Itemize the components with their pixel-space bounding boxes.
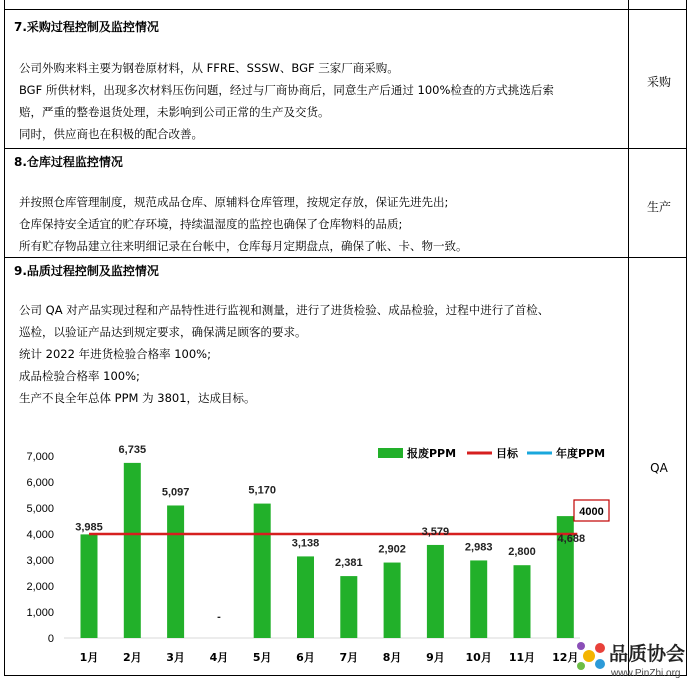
responsible-quality: QA: [650, 461, 668, 475]
data-label: 3,579: [421, 525, 450, 538]
paragraph-line: 所有贮存物品建立往来明细记录在台帐中，仓库每月定期盘点，确保了帐、卡、物一致。: [19, 239, 468, 253]
legend-label: 报废PPM: [407, 447, 457, 460]
watermark-logo: [573, 636, 691, 682]
data-label: 6,735: [118, 443, 147, 456]
paragraph-line: 并按照仓库管理制度，规范成品仓库、原辅料仓库管理，按规定存放，保证先进先出;: [19, 195, 449, 209]
section-title-procurement: 7.采购过程控制及监控情况: [14, 20, 159, 34]
x-tick-label: 2月: [122, 651, 142, 664]
x-tick-label: 10月: [465, 651, 492, 664]
x-tick-label: 3月: [166, 651, 185, 664]
x-tick-label: 8月: [382, 651, 402, 664]
legend-label: 目标: [496, 447, 518, 460]
data-label: 5,097: [161, 486, 190, 499]
watermark-brand: 品质协会: [609, 643, 686, 665]
y-tick-label: 5,000: [26, 503, 54, 515]
x-tick-label: 5月: [252, 651, 272, 664]
legend-swatch-scrap-ppm: [378, 448, 403, 458]
bar-scrap-ppm: [81, 534, 98, 638]
paragraph-line: 统计 2022 年进货检验合格率 100%;: [19, 347, 211, 361]
y-tick-label: 6,000: [26, 477, 54, 489]
responsible-procurement: 采购: [646, 75, 671, 89]
x-tick-label: 9月: [426, 651, 445, 664]
paragraph-line: 成品检验合格率 100%;: [19, 369, 140, 383]
x-tick-label: 6月: [296, 651, 315, 664]
x-tick-label: 12月: [552, 651, 579, 664]
x-tick-label: 4月: [209, 651, 229, 664]
y-tick-label: 3,000: [26, 555, 54, 567]
x-tick-label: 1月: [79, 651, 99, 664]
data-label: 2,983: [464, 541, 493, 554]
paragraph-line: 赔，严重的整卷退货处理，未影响到公司正常的生产及交货。: [19, 105, 330, 119]
section-title-warehouse: 8.仓库过程监控情况: [14, 155, 123, 169]
data-label: 2,381: [335, 557, 363, 570]
y-tick-label: 2,000: [26, 581, 54, 593]
paragraph-line: 公司 QA 对产品实现过程和产品特性进行监视和测量，进行了进货检验、成品检验，过程中进行了首检、: [19, 303, 550, 317]
y-tick-label: 7,000: [26, 451, 54, 463]
watermark-url: www.PinZhi.org: [611, 668, 681, 679]
bar-scrap-ppm: [297, 556, 314, 638]
data-label: -: [217, 611, 221, 623]
bar-scrap-ppm: [167, 505, 184, 638]
bar-scrap-ppm: [124, 463, 141, 638]
bar-scrap-ppm: [427, 545, 444, 638]
paragraph-line: 巡检，以验证产品达到规定要求，确保满足顾客的要求。: [19, 325, 307, 339]
y-tick-label: 0: [47, 633, 54, 645]
responsible-warehouse: 生产: [646, 200, 671, 214]
x-tick-label: 11月: [508, 651, 536, 664]
data-label: 2,902: [378, 543, 406, 556]
bar-scrap-ppm: [470, 560, 487, 638]
data-label: 4,688: [557, 533, 586, 546]
bar-scrap-ppm: [340, 576, 357, 638]
data-label: 3,138: [291, 537, 320, 550]
bar-scrap-ppm: [384, 563, 401, 638]
paragraph-line: 同时，供应商也在积极的配合改善。: [19, 127, 203, 141]
paragraph-line: 生产不良全年总体 PPM 为 3801，达成目标。: [19, 391, 256, 405]
y-tick-label: 4,000: [26, 529, 54, 541]
paragraph-line: 公司外购来料主要为钢卷原材料，从 FFRE、SSSW、BGF 三家厂商采购。: [19, 61, 399, 75]
data-label: 3,985: [75, 521, 103, 534]
bar-scrap-ppm: [514, 565, 531, 638]
legend-label: 年度PPM: [556, 447, 606, 460]
target-annotation-label: 4000: [579, 506, 604, 518]
pinzhi-logo-icon: [573, 636, 691, 682]
paragraph-line: 仓库保持安全适宜的贮存环境，持续温湿度的监控也确保了仓库物料的品质;: [19, 217, 403, 231]
y-tick-label: 1,000: [26, 607, 54, 619]
section-title-quality: 9.品质过程控制及监控情况: [14, 264, 159, 278]
data-label: 5,170: [248, 484, 276, 497]
paragraph-line: BGF 所供材料，出现多次材料压伤问题，经过与厂商协商后，同意生产后通过 100%检查的方式挑选后索: [19, 83, 554, 97]
x-tick-label: 7月: [339, 651, 359, 664]
bar-scrap-ppm: [254, 504, 271, 638]
data-label: 2,800: [508, 546, 536, 559]
